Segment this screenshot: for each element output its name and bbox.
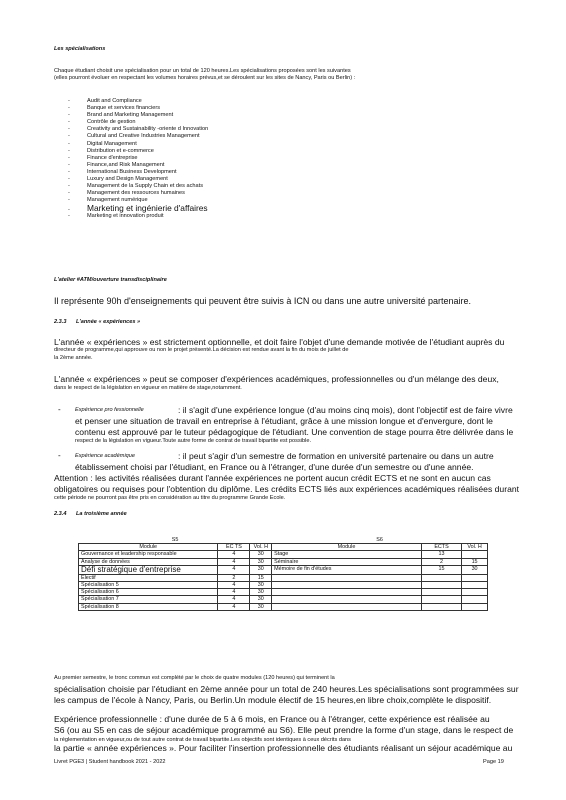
table-cell: 30 [250,596,272,603]
table-cell: 30 [250,551,272,558]
table-cell: 30 [462,565,488,574]
paragraph-line: dans le respect de la législation en vigueur en matière de stage,notamment. [54,385,242,391]
table-cell: 15 [250,574,272,581]
table-cell: Spécialisation 5 [79,582,218,589]
table-cell: Défi stratégique d'entreprise [79,565,218,574]
table-cell [272,574,422,581]
paragraph-line: S6 (ou au S5 en cas de séjour académique programmé au S6). Elle peut prendre la forme d'un stage, dans le respect de [54,725,514,735]
list-item: - Finance,and Risk Management [68,161,165,168]
list-item: - Marketing et ingénierie d'affaires [68,203,208,214]
list-item: - Luxury and Design Management [68,176,168,183]
paragraph-line: cette période ne pourront pas être pris en considération au titre du programme Grande Ecole. [54,495,286,501]
section-title: Les spécialisations [54,46,106,52]
paragraph-line: L'année « expériences » est strictement optionnelle, et doit faire l'objet d'une demande motivée de l'étudiant auprès du [54,337,505,347]
paragraph-line: et penser une situation de travail en entreprise à l'étudiant, grâce à une mission longue et d'envergure, dont le [75,416,493,426]
list-item: - Finance d'entreprise [68,154,138,161]
table-cell [462,582,488,589]
table-cell [272,582,422,589]
table-cell: Spécialisation 8 [79,603,218,610]
table-row [79,544,488,551]
paragraph-line: la réglementation en vigueur,ou de tout autre contrat de travail bipartite.Les objectifs sont identiques à ceux décrits dans [54,737,351,743]
intro-line: Chaque étudiant choisit une spécialisation pour un total de 120 heures.Les spécialisations proposées sont les suivantes [54,68,351,74]
list-item: - Contrôle de gestion [68,119,136,126]
bullet-lead: Expérience pro fessionnelle [75,407,144,413]
table-cell: 4 [218,582,250,589]
list-item: - Cultural and Creative Industries Management [68,133,200,140]
list-item: - Creativity and Sustainability -oriente d Innovation [68,126,209,133]
table-row [79,565,488,574]
atelier-text: Il représente 90h d'enseignements qui peuvent être suivis à ICN ou dans une autre université partenaire. [54,296,471,306]
paragraph-line: contenu est approuvé par le tuteur pédagogique de l'étudiant. Une convention de stage pourra être délivrée dans le [75,427,514,437]
table-cell: 4 [218,558,250,565]
table-cell [421,582,461,589]
table-cell: Gouvernance et leadership responsable [79,551,218,558]
table-cell [421,603,461,610]
table-cell: Stage [272,551,422,558]
paragraph-line: obligatoires ou requises pour l'obtention du diplôme. Les crédits ECTS liés aux expériences académiques réalisées durant [54,484,520,494]
paragraph-line: les campus de l'école à Nancy, Paris, ou Berlin.Un module électif de 15 heures,en libre choix,complète le dispositif. [54,695,492,705]
page-footer-left: Livret PGE3 | Student handbook 2021 - 2022 [54,759,166,765]
table-cell: 30 [250,589,272,596]
list-item: - Digital Management [68,140,137,147]
table-cell: 4 [218,603,250,610]
table-header: Module [272,544,422,551]
paragraph-line: Expérience professionnelle : d'une durée de 5 à 6 mois, en France ou à l'étranger, cette expérience est réalisée au [54,714,490,724]
table-row [79,603,488,610]
list-item: - Management de la Supply Chain et des achats [68,183,203,190]
table-cell: 4 [218,551,250,558]
section-number: 2.3.4 [54,511,67,517]
atelier-title: L'atelier #ATM/ouverture transdisciplinaire [54,277,167,283]
list-item: - Management numérique [68,197,148,204]
table-cell: 4 [218,565,250,574]
table-row [79,551,488,558]
table-cell [462,574,488,581]
table-cell [462,589,488,596]
table-cell: Mémoire de fin d'études [272,565,422,574]
table-header: EC TS [218,544,250,551]
table-header: Module [79,544,218,551]
table-cell [462,551,488,558]
table-cell [462,596,488,603]
list-item: - Management des ressources humaines [68,190,185,197]
table-cell: 15 [462,558,488,565]
table-cell: 30 [250,603,272,610]
table-cell: 30 [250,582,272,589]
table-cell: Electif [79,574,218,581]
paragraph-line: : il s'agit d'une expérience longue (d'au moins cinq mois), dont l'objectif est de faire vivre [178,405,513,415]
bullet-marker: - [58,451,61,460]
table-cell: 30 [250,565,272,574]
table-cell [272,596,422,603]
bullet-lead: Expérience académique [75,453,136,459]
section-heading: La troisième année [76,511,127,517]
table-row [79,596,488,603]
section-number: 2.3.3 [54,319,67,325]
table-row [79,582,488,589]
paragraph-line: : il peut s'agir d'un semestre de formation en université partenaire ou dans un autre [178,451,494,461]
table-cell: 15 [421,565,461,574]
paragraph-line: Au premier semestre, le tronc commun est complété par le choix de quatre modules (120 heures) qui terminent la [54,675,335,681]
paragraph-line: la 2ème année. [54,355,93,361]
table-cell [272,589,422,596]
list-item: - Marketing et innovation produit [68,213,164,220]
paragraph-line: L'année « expériences » peut se composer d'expériences académiques, professionnelles ou d'un mélange des deux, [54,374,499,384]
table-row [79,537,488,544]
table-cell: Analyse de données [79,558,218,565]
table-cell: 4 [218,589,250,596]
paragraph-line: directeur de programme,qui approuve ou non le projet présenté.La décision est rendue avant la fin du mois de juillet de [54,347,349,353]
table-cell [462,603,488,610]
table-header: Vol. H [462,544,488,551]
bullet-marker: - [58,405,61,414]
table-cell: 4 [218,596,250,603]
table-row [79,589,488,596]
paragraph-line: respect de la législation en vigueur.Toute autre forme de contrat de travail bipartite est possible. [75,438,312,444]
paragraph-line: Attention : les activités réalisées durant l'année expériences ne portent aucun crédit ECTS et ne sont en aucun cas [54,473,491,483]
table-cell: S6 [376,537,383,543]
curriculum-table [78,537,488,611]
table-cell [421,589,461,596]
list-item: - Brand and Marketing Management [68,112,174,119]
table-cell [272,603,422,610]
table-cell: S5 [171,537,179,543]
table-cell: Spécialisation 6 [79,589,218,596]
table-row [79,574,488,581]
table-header: Vol. H [250,544,272,551]
table-cell [421,596,461,603]
table-cell: Spécialisation 7 [79,596,218,603]
table-cell: Séminaire [272,558,422,565]
table-cell [421,574,461,581]
paragraph-line: spécialisation choisie par l'étudiant en 2ème année pour un total de 240 heures.Les spécialisations sont programmées sur [54,684,519,694]
list-item: - Distribution et e-commerce [68,147,154,154]
paragraph-line: établissement choisi par l'étudiant, en France ou à l'étranger, d'une durée d'un semestre ou d'une année. [75,462,474,472]
list-item: - International Business Development [68,168,177,175]
intro-line: (elles pourront évoluer en respectant les volumes horaires prévus,et se déroulent sur les sites de Nancy, Paris ou Berlin) : [54,75,356,81]
table-cell: 2 [218,574,250,581]
specialization-list [68,98,208,221]
table-cell: 30 [250,558,272,565]
list-item: - Audit and Compliance [68,98,142,104]
table-cell: 2 [421,558,461,565]
page-number: Page 19 [483,759,504,765]
paragraph-line: la partie « année expériences ». Pour faciliter l'insertion professionnelle des étudiants réalisant un séjour académique au [54,743,513,753]
table-cell: 13 [421,551,461,558]
list-item: - Banque et services financiers [68,105,161,112]
table-header: ECTS [421,544,461,551]
section-heading: L'année « expériences » [76,319,141,325]
